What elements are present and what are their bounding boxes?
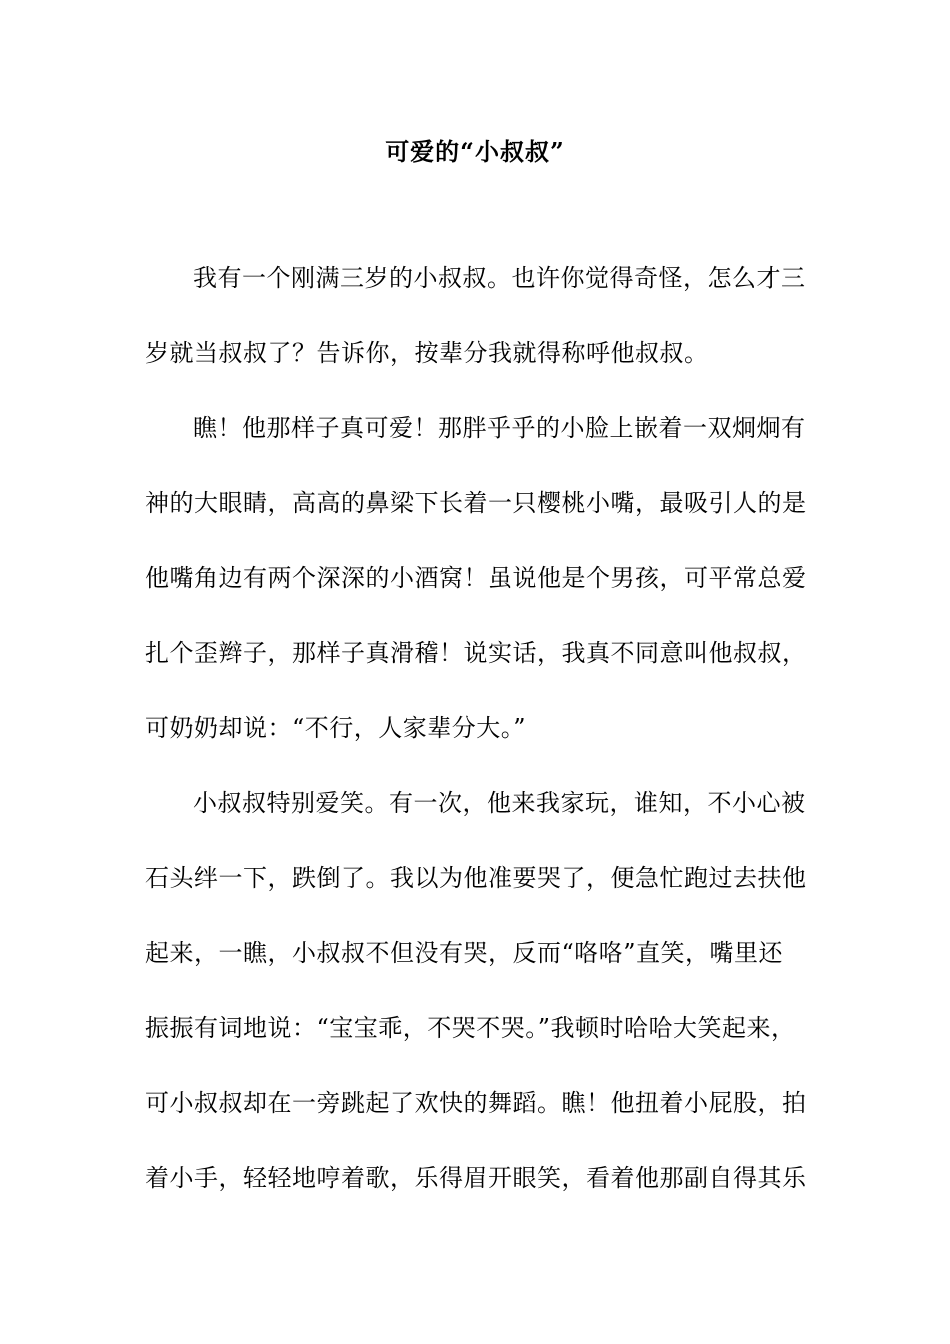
paragraph-2-line-4: 扎个歪辫子，那样子真滑稽！说实话，我真不同意叫他叔叔， xyxy=(145,639,807,667)
paragraph-2-line-1: 瞧！他那样子真可爱！那胖乎乎的小脸上嵌着一双炯炯有 xyxy=(193,414,806,442)
paragraph-1-line-1: 我有一个刚满三岁的小叔叔。也许你觉得奇怪，怎么才三 xyxy=(193,264,806,292)
paragraph-2-line-2: 神的大眼睛，高高的鼻梁下长着一只樱桃小嘴，最吸引人的是 xyxy=(145,489,807,517)
paragraph-2-line-3: 他嘴角边有两个深深的小酒窝！虽说他是个男孩，可平常总爱 xyxy=(145,564,807,592)
paragraph-3-line-2: 石头绊一下，跌倒了。我以为他准要哭了，便急忙跑过去扶他 xyxy=(145,864,807,892)
paragraph-3-line-4: 振振有词地说：“宝宝乖，不哭不哭。”我顿时哈哈大笑起来， xyxy=(145,1014,796,1042)
paragraph-3-line-3: 起来，一瞧，小叔叔不但没有哭，反而“咯咯”直笑，嘴里还 xyxy=(145,939,784,967)
paragraph-3-line-1: 小叔叔特别爱笑。有一次，他来我家玩，谁知，不小心被 xyxy=(193,789,806,817)
paragraph-3-line-6: 着小手，轻轻地哼着歌，乐得眉开眼笑，看着他那副自得其乐 xyxy=(145,1164,807,1192)
paragraph-2-line-5: 可奶奶却说：“不行，人家辈分大。” xyxy=(145,714,527,742)
document-title: 可爱的“小叔叔” xyxy=(385,137,565,166)
paragraph-3-line-5: 可小叔叔却在一旁跳起了欢快的舞蹈。瞧！他扭着小屁股，拍 xyxy=(145,1089,807,1117)
paragraph-1-line-2: 岁就当叔叔了？告诉你，按辈分我就得称呼他叔叔。 xyxy=(145,339,709,367)
